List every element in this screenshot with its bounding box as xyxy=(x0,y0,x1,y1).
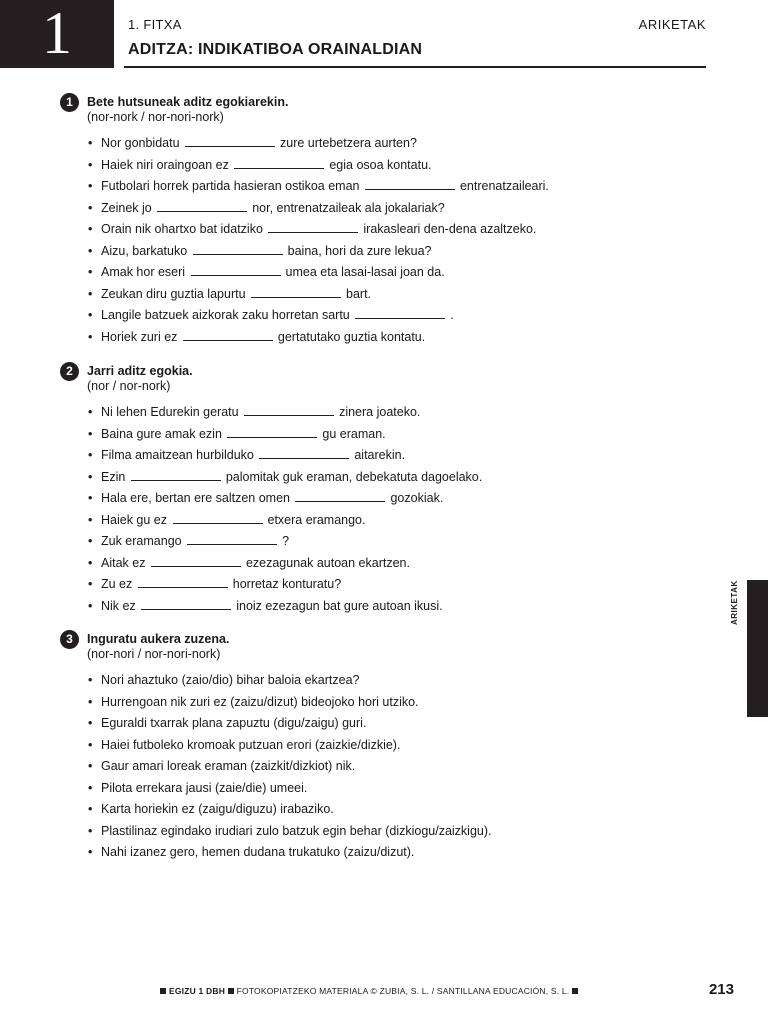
footer-book: EGIZU 1 DBH xyxy=(169,986,226,996)
bullet-icon: • xyxy=(88,555,93,570)
item-text-after: horretaz konturatu? xyxy=(232,577,342,591)
answer-blank[interactable] xyxy=(173,513,263,524)
list-item xyxy=(88,844,492,866)
answer-blank[interactable] xyxy=(185,136,275,147)
bullet-icon: • xyxy=(88,426,93,441)
item-text: Nori ahaztuko (zaio/dio) bihar baloia ekartzea? xyxy=(101,673,360,687)
item-text-before: Ni lehen Edurekin geratu xyxy=(101,405,239,419)
bullet-icon: • xyxy=(88,694,93,709)
item-text-after: entrenatzaileari. xyxy=(459,179,549,193)
bullet-icon: • xyxy=(88,136,93,150)
item-text-before: Orain nik ohartxo bat idatziko xyxy=(101,222,263,236)
item-text-before: Amak hor eseri xyxy=(101,265,186,279)
item-text-after: palomitak guk eraman, debekatuta dagoelako. xyxy=(225,469,483,484)
exercise-1-list xyxy=(88,135,549,350)
item-text-after: gu eraman. xyxy=(322,426,386,441)
bullet-icon: • xyxy=(88,329,93,344)
answer-blank[interactable] xyxy=(295,491,385,502)
item-text-after: umea eta lasai-lasai joan da. xyxy=(285,265,445,279)
bullet-icon: • xyxy=(88,491,93,505)
exercise-title: Jarri aditz egokia. xyxy=(87,364,193,378)
item-text-before: Langile batzuek aizkorak zaku horretan sartu xyxy=(101,308,350,322)
list-item xyxy=(88,469,482,491)
bullet-icon: • xyxy=(88,780,93,795)
side-tab-label: ARIKETAK xyxy=(730,580,739,625)
list-item xyxy=(88,598,482,620)
bullet-icon: • xyxy=(88,157,93,172)
exercise-2-list xyxy=(88,404,482,619)
item-text-after: gozokiak. xyxy=(390,491,444,505)
bullet-icon: • xyxy=(88,823,93,838)
item-text-after: gertatutako guztia kontatu. xyxy=(277,329,426,344)
list-item xyxy=(88,512,482,534)
item-text-before: Haiek gu ez xyxy=(101,512,168,527)
answer-blank[interactable] xyxy=(227,427,317,438)
bullet-icon: • xyxy=(88,448,93,462)
bullet-icon: • xyxy=(88,179,93,193)
item-text-after: irakasleari den-dena azaltzeko. xyxy=(363,222,537,236)
square-bullet-icon xyxy=(160,988,166,994)
list-item xyxy=(88,221,549,243)
bullet-icon: • xyxy=(88,598,93,613)
answer-blank[interactable] xyxy=(355,308,445,319)
list-item xyxy=(88,329,549,351)
item-text-after: etxera eramango. xyxy=(267,512,366,527)
item-text-before: Zeinek jo xyxy=(101,200,152,215)
item-text-before: Baina gure amak ezin xyxy=(101,426,222,441)
answer-blank[interactable] xyxy=(244,405,334,416)
item-text-before: Nik ez xyxy=(101,598,136,613)
list-item xyxy=(88,715,492,737)
list-item xyxy=(88,533,482,555)
list-item xyxy=(88,694,492,716)
item-text-before: Aizu, barkatuko xyxy=(101,243,188,258)
item-text: Eguraldi txarrak plana zapuztu (digu/zaigu) guri. xyxy=(101,716,367,730)
answer-blank[interactable] xyxy=(268,222,358,233)
side-tab-marker xyxy=(747,580,768,717)
item-text-before: Zu ez xyxy=(101,577,133,591)
item-text-before: Zuk eramango xyxy=(101,534,182,548)
title-divider xyxy=(124,66,706,68)
bullet-icon: • xyxy=(88,534,93,548)
bullet-icon: • xyxy=(88,512,93,527)
list-item xyxy=(88,555,482,577)
bullet-icon: • xyxy=(88,265,93,279)
exercise-subtitle: (nor-nork / nor-nori-nork) xyxy=(87,110,224,124)
bullet-icon: • xyxy=(88,802,93,816)
exercise-number-badge: 1 xyxy=(60,93,79,112)
item-text-before: Aitak ez xyxy=(101,555,146,570)
list-item xyxy=(88,157,549,179)
bullet-icon: • xyxy=(88,737,93,752)
item-text-before: Nor gonbidatu xyxy=(101,136,180,150)
item-text-before: Horiek zuri ez xyxy=(101,329,178,344)
item-text-after: baina, hori da zure lekua? xyxy=(287,243,432,258)
answer-blank[interactable] xyxy=(157,201,247,212)
answer-blank[interactable] xyxy=(141,599,231,610)
item-text-after: ezezagunak autoan ekartzen. xyxy=(245,555,410,570)
fitxa-label: 1. FITXA xyxy=(128,17,182,32)
bullet-icon: • xyxy=(88,845,93,859)
item-text: Plastilinaz egindako irudiari zulo batzuk egin behar (dizkiogu/zaizkigu). xyxy=(101,823,492,838)
exercise-title: Inguratu aukera zuzena. xyxy=(87,632,230,646)
item-text-before: Haiek niri oraingoan ez xyxy=(101,157,229,172)
item-text-before: Hala ere, bertan ere saltzen omen xyxy=(101,491,290,505)
item-text-after: ? xyxy=(282,534,290,548)
list-item xyxy=(88,447,482,469)
item-text-after: aitarekin. xyxy=(354,448,406,462)
item-text-before: Futbolari horrek partida hasieran ostikoa eman xyxy=(101,179,360,193)
bullet-icon: • xyxy=(88,469,93,484)
answer-blank[interactable] xyxy=(365,179,455,190)
item-text-after: zinera joateko. xyxy=(339,405,421,419)
bullet-icon: • xyxy=(88,716,93,730)
footer xyxy=(160,986,581,996)
exercise-number-badge: 2 xyxy=(60,362,79,381)
item-text-after: . xyxy=(450,308,454,322)
bullet-icon: • xyxy=(88,673,93,687)
item-text-before: Zeukan diru guztia lapurtu xyxy=(101,286,246,301)
exercise-subtitle: (nor-nori / nor-nori-nork) xyxy=(87,647,221,661)
list-item xyxy=(88,264,549,286)
exercise-subtitle: (nor / nor-nork) xyxy=(87,379,171,393)
bullet-icon: • xyxy=(88,243,93,258)
list-item xyxy=(88,576,482,598)
bullet-icon: • xyxy=(88,405,93,419)
item-text-after: zure urtebetzera aurten? xyxy=(280,136,417,150)
section-tag: ARIKETAK xyxy=(638,17,706,32)
item-text: Haiei futboleko kromoak putzuan erori (zaizkie/dizkie). xyxy=(101,737,401,752)
list-item xyxy=(88,823,492,845)
item-text-before: Ezin xyxy=(101,469,126,484)
list-item xyxy=(88,672,492,694)
page-title: ADITZA: INDIKATIBOA ORAINALDIAN xyxy=(128,41,423,58)
exercise-number-badge: 3 xyxy=(60,630,79,649)
answer-blank[interactable] xyxy=(183,330,273,341)
list-item xyxy=(88,758,492,780)
footer-copyright: FOTOKOPIATZEKO MATERIALA © ZUBIA, S. L. / SANTILLANA EDUCACIÓN, S. L. xyxy=(236,986,570,996)
answer-blank[interactable] xyxy=(187,534,277,545)
item-text-after: egia osoa kontatu. xyxy=(329,157,432,172)
list-item xyxy=(88,801,492,823)
exercise-3-list xyxy=(88,672,492,866)
item-text-after: bart. xyxy=(346,286,372,301)
answer-blank[interactable] xyxy=(151,556,241,567)
bullet-icon: • xyxy=(88,286,93,301)
item-text-before: Filma amaitzean hurbilduko xyxy=(101,448,254,462)
list-item xyxy=(88,243,549,265)
list-item xyxy=(88,404,482,426)
answer-blank[interactable] xyxy=(193,244,283,255)
answer-blank[interactable] xyxy=(251,287,341,298)
bullet-icon: • xyxy=(88,200,93,215)
answer-blank[interactable] xyxy=(234,158,324,169)
list-item xyxy=(88,200,549,222)
list-item xyxy=(88,737,492,759)
list-item xyxy=(88,780,492,802)
list-item xyxy=(88,135,549,157)
square-bullet-icon xyxy=(228,988,234,994)
page-number: 213 xyxy=(708,981,734,998)
answer-blank[interactable] xyxy=(138,577,228,588)
item-text: Gaur amari loreak eraman (zaizkit/dizkiot) nik. xyxy=(101,759,356,773)
bullet-icon: • xyxy=(88,308,93,322)
list-item xyxy=(88,286,549,308)
bullet-icon: • xyxy=(88,759,93,773)
list-item xyxy=(88,490,482,512)
item-text: Hurrengoan nik zuri ez (zaizu/dizut) bideojoko hori utziko. xyxy=(101,694,419,709)
answer-blank[interactable] xyxy=(191,265,281,276)
chapter-number-badge: 1 xyxy=(0,0,114,68)
square-bullet-icon xyxy=(572,988,578,994)
item-text: Nahi izanez gero, hemen dudana trukatuko (zaizu/dizut). xyxy=(101,845,415,859)
item-text-after: inoiz ezezagun bat gure autoan ikusi. xyxy=(236,598,443,613)
bullet-icon: • xyxy=(88,222,93,236)
answer-blank[interactable] xyxy=(259,448,349,459)
answer-blank[interactable] xyxy=(131,470,221,481)
list-item xyxy=(88,307,549,329)
list-item xyxy=(88,178,549,200)
list-item xyxy=(88,426,482,448)
item-text-after: nor, entrenatzaileak ala jokalariak? xyxy=(252,200,445,215)
item-text: Karta horiekin ez (zaigu/diguzu) irabaziko. xyxy=(101,802,334,816)
item-text: Pilota errekara jausi (zaie/die) umeei. xyxy=(101,780,308,795)
exercise-title: Bete hutsuneak aditz egokiarekin. xyxy=(87,95,289,109)
bullet-icon: • xyxy=(88,577,93,591)
